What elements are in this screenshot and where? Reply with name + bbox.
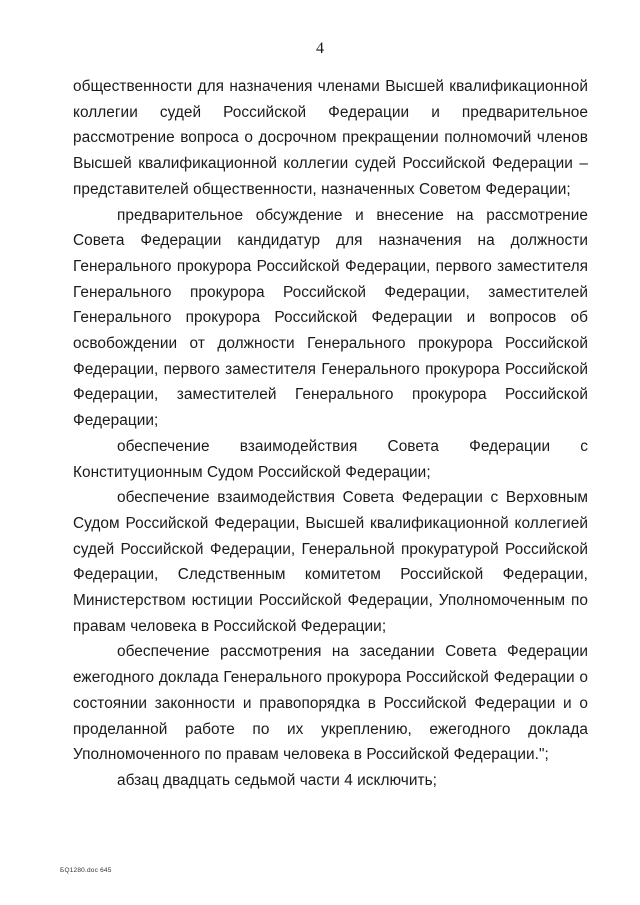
document-body [73, 74, 588, 794]
paragraph-1: общественности для назначения членами Высшей квалификационной коллегии судей Российской Федерации и предварительное рассмотрение вопроса о досрочном прекращении полномочий членов Высшей квалификационной коллегии судей Российской Федерации – представителей общественности, назначенных Советом Федерации; [73, 78, 588, 198]
paragraph-4: обеспечение взаимодействия Совета Федерации с Верховным Судом Российской Федерации, Высшей квалификационной коллегией судей Российской Федерации, Генеральной прокуратурой Российской Федерации, Следственным комитетом Российской Федерации, Министерством юстиции Российской Федерации, Уполномоченным по правам человека в Российской Федерации; [73, 489, 588, 635]
paragraph-6: абзац двадцать седьмой части 4 исключить; [117, 771, 437, 789]
footer-file-code: БQ1280.doc 645 [60, 867, 112, 874]
paragraph-3: обеспечение взаимодействия Совета Федерации с Конституционным Судом Российской Федерации; [73, 437, 588, 481]
paragraph-2: предварительное обсуждение и внесение на рассмотрение Совета Федерации кандидатур для назначения на должности Генерального прокурора Российской Федерации, первого заместителя Генерального прокурора Российской Федерации, заместителей Генерального прокурора Российской Федерации и вопросов об освобождении от должности Генерального прокурора Российской Федерации, первого заместителя Генерального прокурора Российской Федерации, заместителей Генерального прокурора Российской Федерации; [73, 206, 588, 430]
paragraph-5: обеспечение рассмотрения на заседании Совета Федерации ежегодного доклада Генерального прокурора Российской Федерации о состоянии законности и правопорядка в Российской Федерации и о проделанной работе по их укреплению, ежегодного доклада Уполномоченного по правам человека в Российской Федерации."; [73, 643, 588, 764]
page-number: 4 [316, 40, 324, 57]
